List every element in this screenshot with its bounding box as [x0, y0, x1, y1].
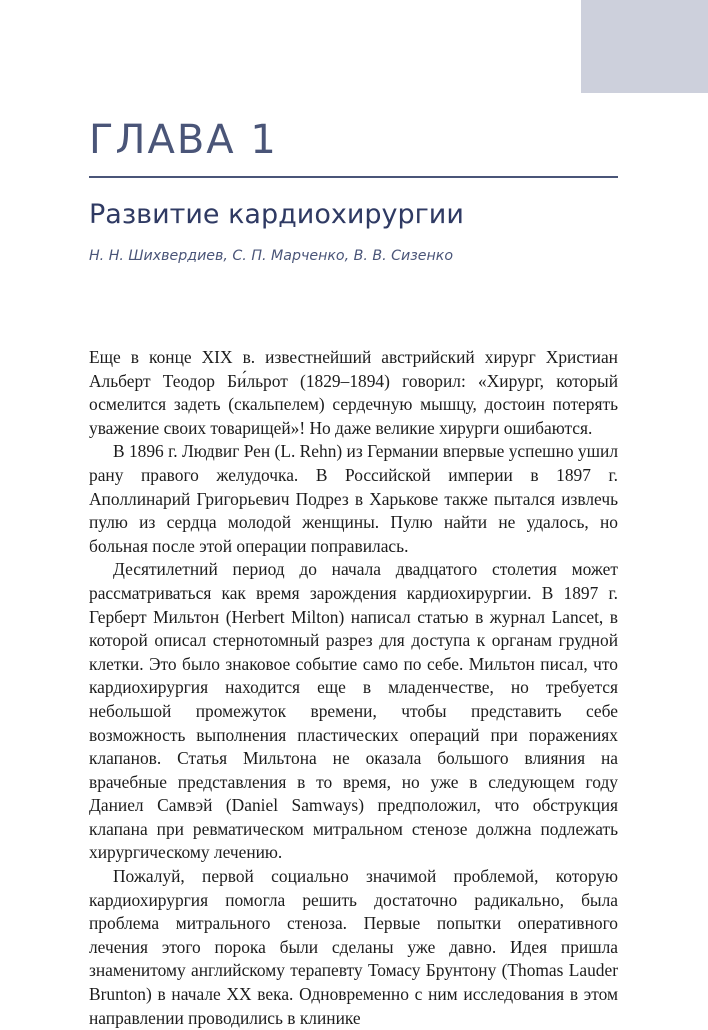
body-text — [89, 346, 618, 1030]
paragraph-2: В 1896 г. Людвиг Рен (L. Rehn) из Германии впервые успешно ушил рану правого желудочка. В Российской империи в 1897 г. Аполлинарий Григорьевич Подрез в Харькове также пытался извлечь пулю из сердца молодой женщины. Пулю найти не удалось, но больная после этой операции поправилась. — [89, 441, 618, 556]
chapter-divider — [89, 176, 618, 178]
chapter-label: ГЛАВА 1 — [89, 117, 278, 163]
corner-tab — [581, 0, 708, 93]
paragraph-4: Пожалуй, первой социально значимой проблемой, которую кардиохирургия помогла решить достаточно радикально, была проблема митрального стеноза. Первые попытки оперативного лечения этого порока были сделаны уже давно. Идея пришла знаменитому английскому терапевту Томасу Брунтону (Thomas Lauder Brunton) в начале XX века. Одновременно с ним исследования в этом направлении проводились в клинике — [89, 866, 618, 1028]
paragraph-3: Десятилетний период до начала двадцатого столетия может рассматриваться как время зарождения кардиохирургии. В 1897 г. Герберт Мильтон (Herbert Milton) написал статью в журнал Lancet, в которой описал стернотомный разрез для доступа к органам грудной клетки. Это было знаковое событие само по себе. Мильтон писал, что кардиохирургия находится еще в младенчестве, но требуется небольшой промежуток времени, чтобы представить себе возможность выполнения пластических операций при поражениях клапанов. Статья Мильтона не оказала большого влияния на врачебные представления в то время, но уже в следующем году Даниел Самвэй (Daniel Samways) предположил, что обструкция клапана при ревматическом митральном стенозе должна подлежать хирургическому лечению. — [89, 559, 618, 863]
chapter-title: Развитие кардиохирургии — [89, 199, 464, 230]
chapter-authors: Н. Н. Шихвердиев, С. П. Марченко, В. В. Сизенко — [89, 248, 454, 264]
paragraph-1: Еще в конце XIX в. известнейший австрийский хирург Христиан Альберт Теодор Би́льрот (1829–1894) говорил: «Хирург, который осмелится задеть (скальпелем) сердечную мышцу, достоин потерять уважение своих товарищей»! Но даже великие хирурги ошибаются. — [89, 347, 618, 438]
